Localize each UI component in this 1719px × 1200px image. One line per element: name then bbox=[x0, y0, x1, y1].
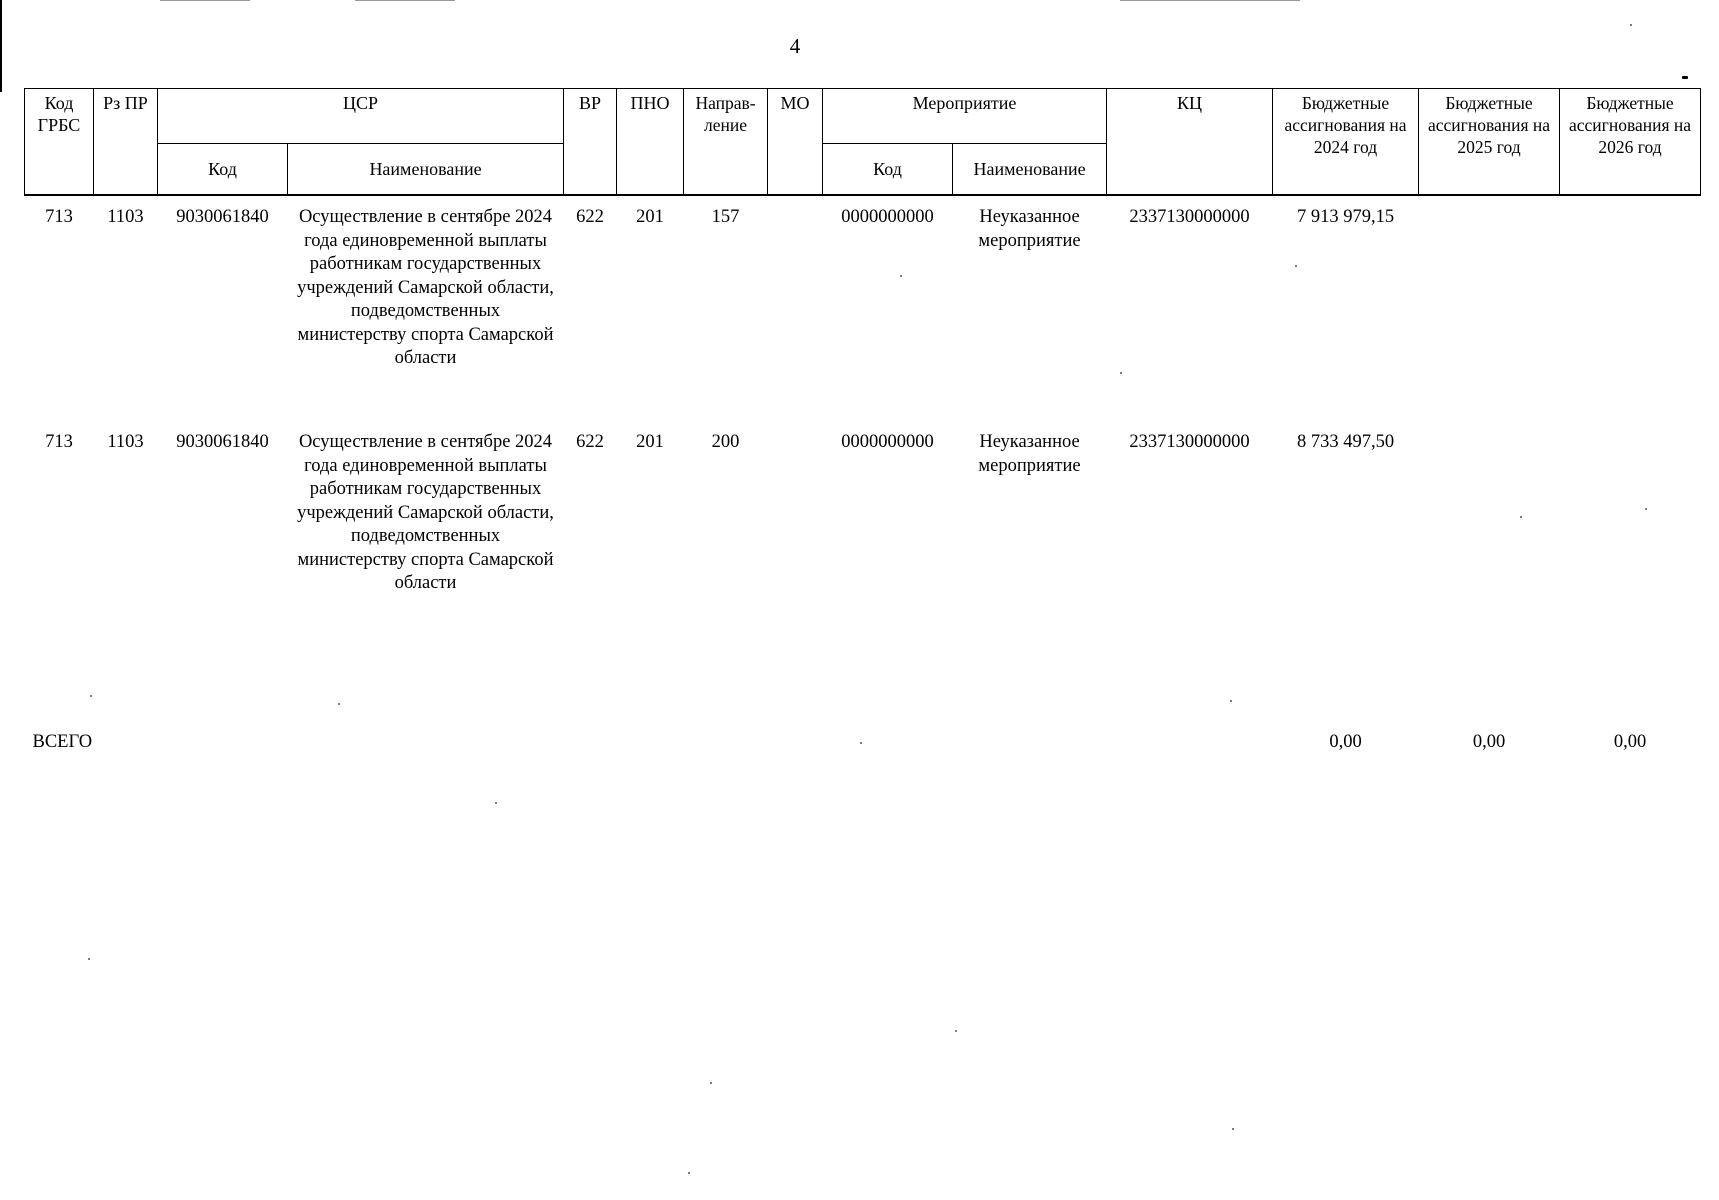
header-vr: ВР bbox=[564, 89, 617, 196]
scan-dot bbox=[688, 1172, 690, 1174]
header-event: Мероприятие bbox=[823, 89, 1107, 144]
table-row bbox=[25, 421, 1701, 721]
scan-dot bbox=[1230, 700, 1232, 702]
header-csr-name: Наименование bbox=[288, 144, 564, 196]
header-grbs: Код ГРБС bbox=[25, 89, 94, 196]
scan-dot bbox=[1295, 265, 1297, 267]
total-budget-2024: 0,00 bbox=[1329, 732, 1362, 752]
cell-grbs: 713 bbox=[45, 432, 73, 452]
header-csr-code: Код bbox=[158, 144, 288, 196]
header-pno: ПНО bbox=[617, 89, 684, 196]
scan-dot bbox=[1682, 76, 1688, 79]
scan-top-mark bbox=[160, 0, 250, 1]
scan-dot bbox=[338, 703, 340, 705]
scan-dot bbox=[495, 802, 497, 804]
total-label: ВСЕГО bbox=[32, 732, 93, 752]
header-budget-2026: Бюджетные ассигнования на 2026 год bbox=[1560, 89, 1701, 196]
cell-budget-2026 bbox=[1560, 195, 1701, 421]
scan-dot bbox=[1232, 1128, 1234, 1130]
cell-csr-code: 9030061840 bbox=[176, 207, 269, 227]
cell-budget-2025 bbox=[1419, 421, 1560, 721]
cell-rzpr: 1103 bbox=[107, 207, 144, 227]
total-budget-2026: 0,00 bbox=[1613, 732, 1647, 752]
header-mo: МО bbox=[768, 89, 823, 196]
header-direction: Направ-ление bbox=[684, 89, 768, 196]
cell-kc: 2337130000000 bbox=[1129, 207, 1250, 227]
cell-direction: 157 bbox=[711, 207, 740, 227]
scan-dot bbox=[1120, 372, 1122, 374]
cell-budget-2024: 8 733 497,50 bbox=[1296, 432, 1395, 452]
cell-budget-2024: 7 913 979,15 bbox=[1296, 207, 1395, 227]
scan-dot bbox=[1645, 508, 1647, 510]
cell-pno: 201 bbox=[636, 207, 664, 227]
total-spacer bbox=[158, 721, 1273, 755]
cell-mo bbox=[768, 195, 823, 421]
scan-dot bbox=[860, 742, 862, 744]
scan-dot bbox=[1630, 24, 1632, 26]
header-kc: КЦ bbox=[1107, 89, 1273, 196]
cell-budget-2026 bbox=[1560, 421, 1701, 721]
cell-grbs: 713 bbox=[45, 207, 73, 227]
cell-csr-code: 9030061840 bbox=[176, 432, 269, 452]
cell-direction: 200 bbox=[711, 432, 740, 452]
total-row bbox=[25, 721, 1701, 755]
table-row bbox=[25, 195, 1701, 421]
header-rzpr: Рз ПР bbox=[94, 89, 158, 196]
scan-dot bbox=[900, 275, 902, 277]
header-event-code: Код bbox=[823, 144, 953, 196]
cell-pno: 201 bbox=[636, 432, 664, 452]
cell-vr: 622 bbox=[576, 432, 604, 452]
cell-csr-name: Осуществление в сентябре 2024 года единовременной выплаты работникам государственных учреждений Самарской области, подведомственных министерству спорта Самарской области bbox=[297, 207, 554, 368]
cell-event-name: Неуказанное мероприятие bbox=[978, 432, 1081, 476]
cell-vr: 622 bbox=[576, 207, 604, 227]
page-number: 4 bbox=[789, 34, 801, 58]
total-budget-2025: 0,00 bbox=[1472, 732, 1506, 752]
header-budget-2025: Бюджетные ассигнования на 2025 год bbox=[1419, 89, 1560, 196]
scan-dot bbox=[90, 695, 92, 697]
table-header bbox=[25, 89, 1701, 196]
header-event-name: Наименование bbox=[953, 144, 1107, 196]
cell-event-code: 0000000000 bbox=[841, 207, 934, 227]
cell-event-code: 0000000000 bbox=[841, 432, 934, 452]
cell-rzpr: 1103 bbox=[107, 432, 144, 452]
cell-budget-2025 bbox=[1419, 195, 1560, 421]
scan-top-mark bbox=[355, 0, 455, 1]
scan-dot bbox=[88, 958, 90, 960]
budget-table bbox=[24, 88, 1701, 755]
header-csr: ЦСР bbox=[158, 89, 564, 144]
cell-mo bbox=[768, 421, 823, 721]
scan-dot bbox=[955, 1030, 957, 1032]
cell-csr-name: Осуществление в сентябре 2024 года единовременной выплаты работникам государственных учреждений Самарской области, подведомственных министерству спорта Самарской области bbox=[297, 432, 554, 593]
cell-event-name: Неуказанное мероприятие bbox=[978, 207, 1081, 251]
scan-top-mark bbox=[1120, 0, 1300, 1]
scan-dot bbox=[1520, 516, 1522, 518]
scan-edge-mark bbox=[0, 0, 2, 92]
header-budget-2024: Бюджетные ассигнования на 2024 год bbox=[1273, 89, 1419, 196]
scan-dot bbox=[710, 1082, 712, 1084]
cell-kc: 2337130000000 bbox=[1129, 432, 1250, 452]
